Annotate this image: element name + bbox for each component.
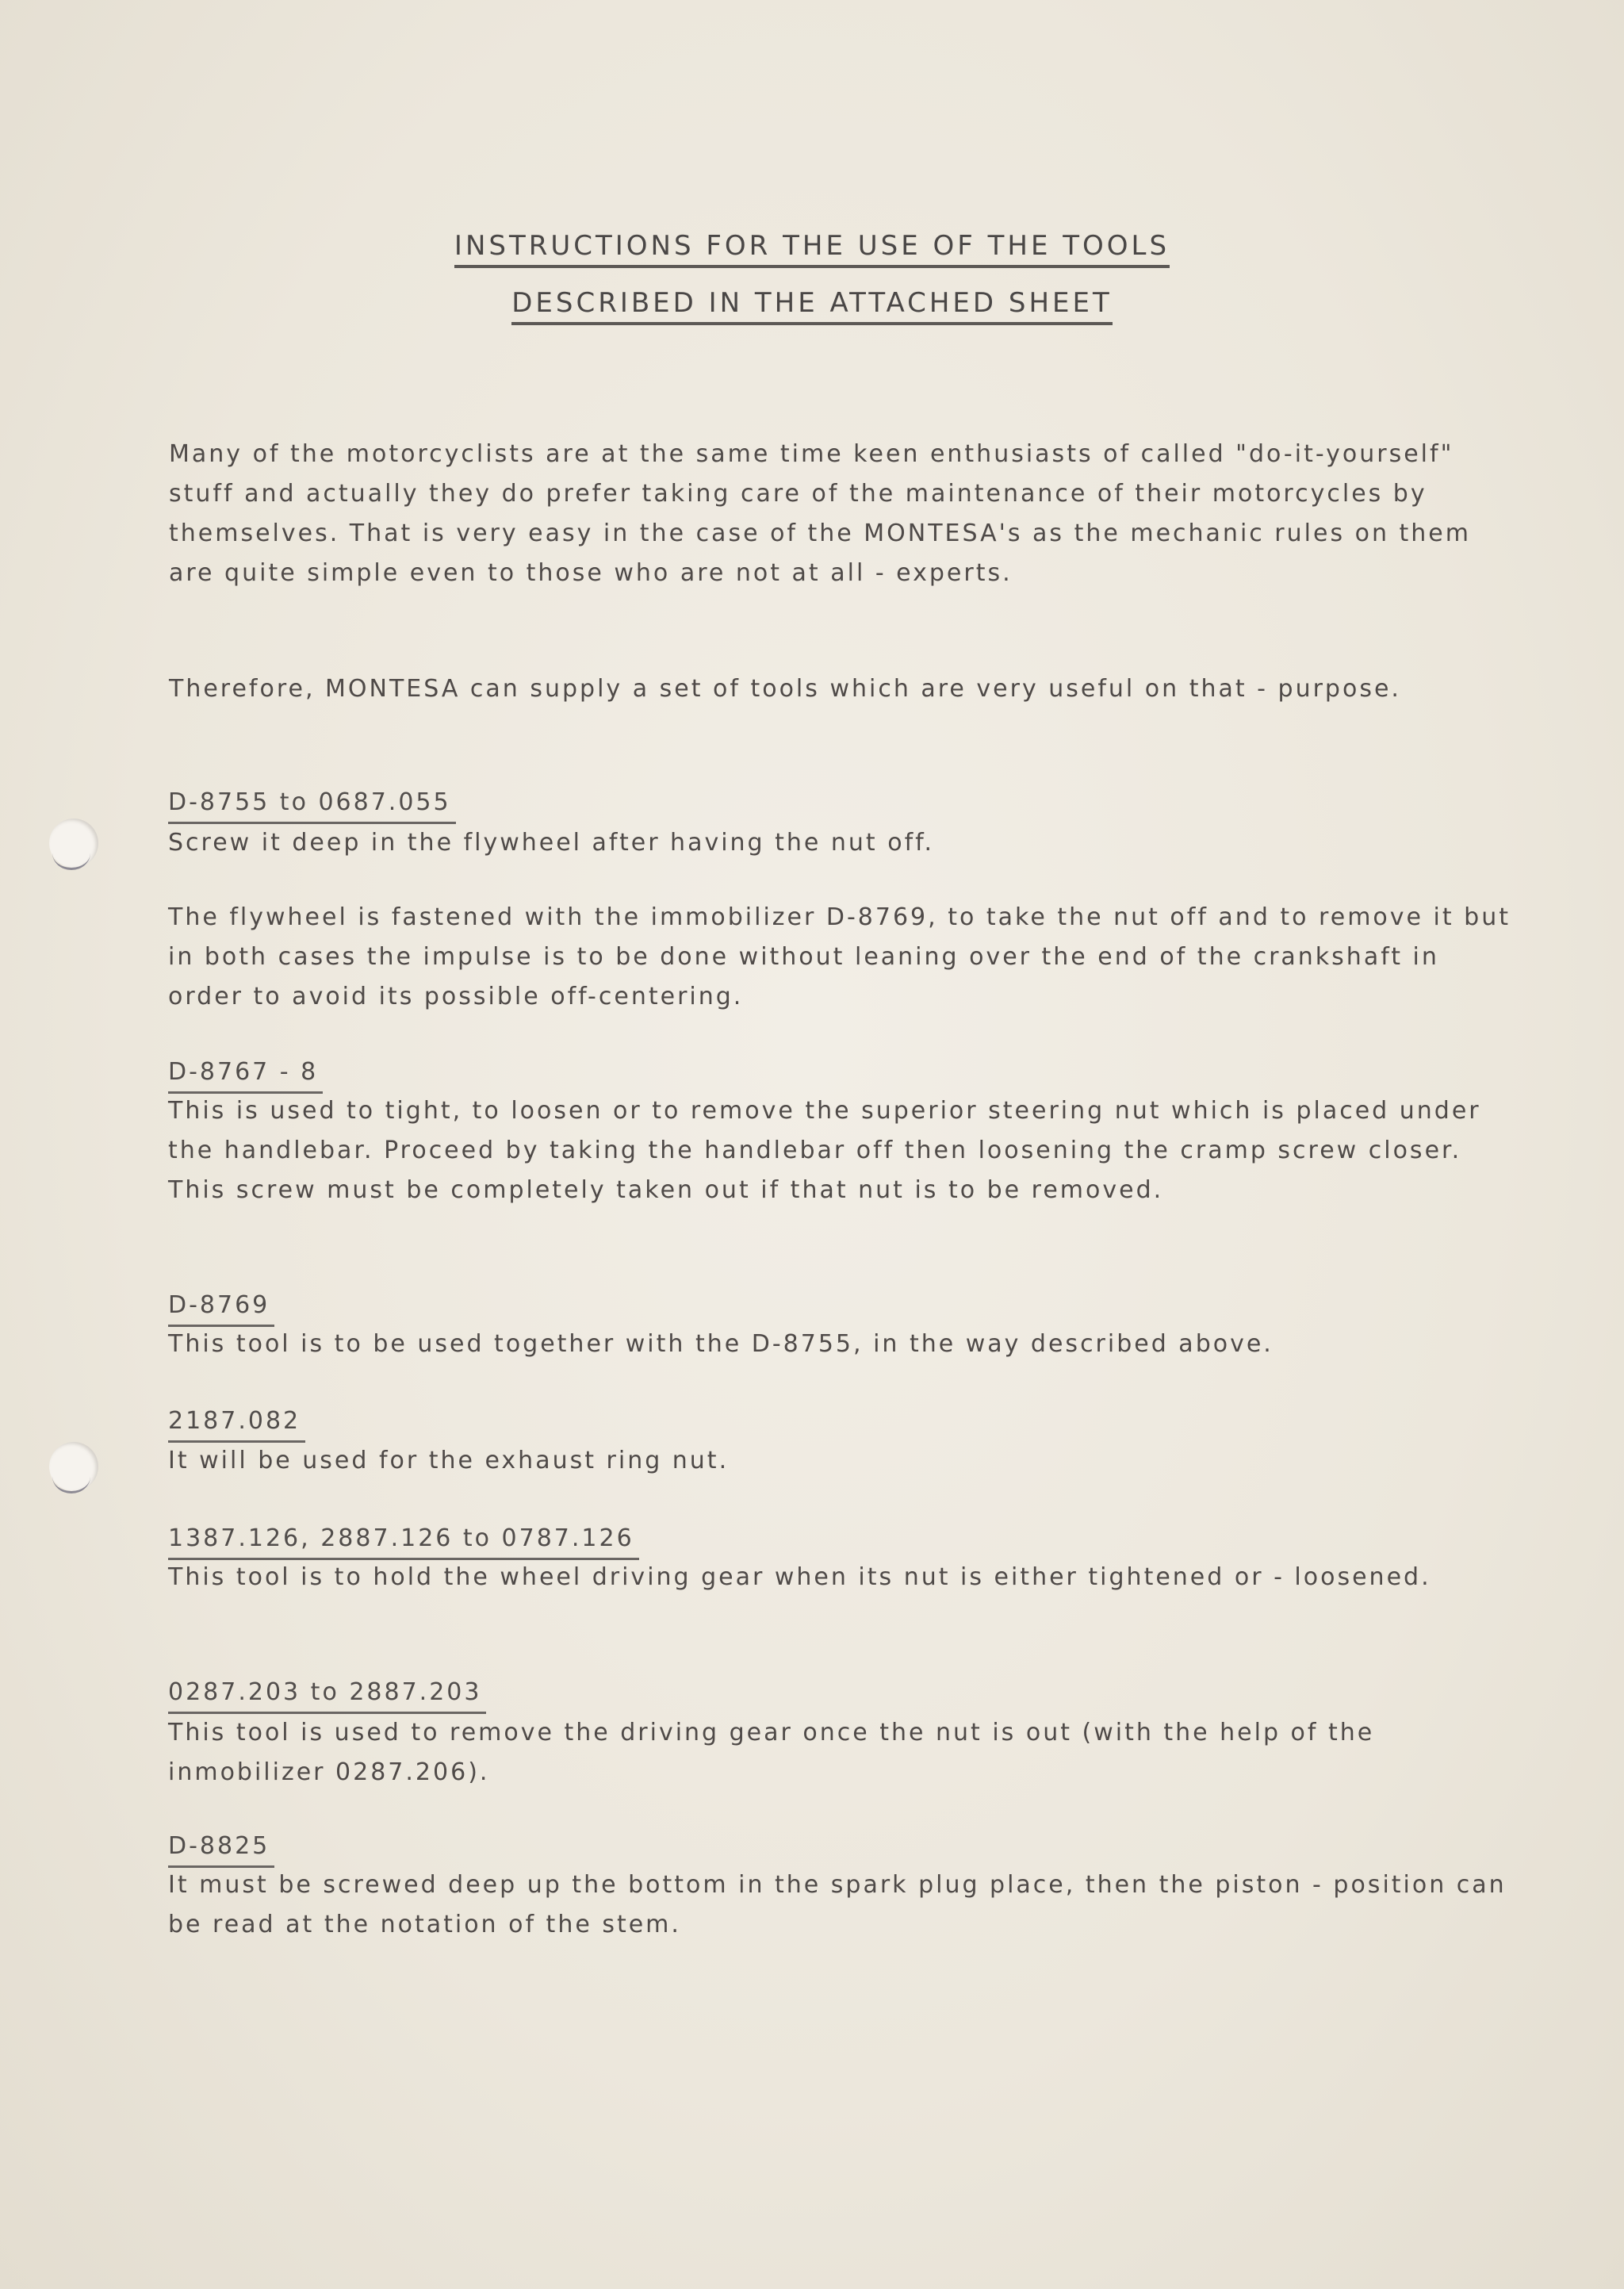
punch-hole-bottom <box>49 1442 98 1491</box>
tool-code-d8755: D-8755 to 0687.055 <box>168 785 456 824</box>
intro-paragraph-1: Many of the motorcyclists are at the same time keen enthusiasts of called "do-it-yourself" stuff and actually they do prefer taking care of the maintenance of their motorcycles by themselves. That is very easy in the case of the MONTESA's as the mechanic rules on them are quite simple even to those who are not at all - experts. <box>169 440 1471 587</box>
tool-code-2187082: 2187.082 <box>168 1404 305 1443</box>
tool-text-d8825: It must be screwed deep up the bottom in the spark plug place, then the piston - position can be read at the notation of the stem. <box>168 1871 1507 1938</box>
tool-text-d8767: This is used to tight, to loosen or to remove the superior steering nut which is placed under the handlebar. Proceed by taking the handlebar off then loosening the cramp screw closer. This screw must be completely taken out if that nut is to be removed. <box>168 1097 1481 1204</box>
tool-text-0287203: This tool is used to remove the driving gear once the nut is out (with the help of the inmobilizer 0287.206). <box>168 1719 1375 1786</box>
tool-text-d8755-flywheel: The flywheel is fastened with the immobilizer D-8769, to take the nut off and to remove it but in both cases the impulse is to be done without leaning over the end of the crankshaft in order to avoid its possible off-centering. <box>168 903 1511 1010</box>
title-line-2: DESCRIBED IN THE ATTACHED SHEET <box>0 287 1624 319</box>
tool-code-d8767: D-8767 - 8 <box>168 1055 323 1094</box>
tool-code-1387126: 1387.126, 2887.126 to 0787.126 <box>168 1521 639 1560</box>
tool-text-1387126: This tool is to hold the wheel driving gear when its nut is either tightened or - loosened. <box>168 1563 1431 1591</box>
tool-text-2187082: It will be used for the exhaust ring nut. <box>168 1447 730 1474</box>
tool-code-d8769: D-8769 <box>168 1288 274 1327</box>
tool-code-d8825: D-8825 <box>168 1829 274 1868</box>
tool-text-d8755: Screw it deep in the flywheel after having the nut off. <box>168 829 935 857</box>
punch-hole-top <box>49 819 98 868</box>
tool-text-d8769: This tool is to be used together with the D-8755, in the way described above. <box>168 1330 1274 1358</box>
tool-code-0287203: 0287.203 to 2887.203 <box>168 1675 486 1714</box>
intro-paragraph-2: Therefore, MONTESA can supply a set of tools which are very useful on that - purpose. <box>169 675 1401 703</box>
title-line-1: INSTRUCTIONS FOR THE USE OF THE TOOLS <box>0 230 1624 262</box>
